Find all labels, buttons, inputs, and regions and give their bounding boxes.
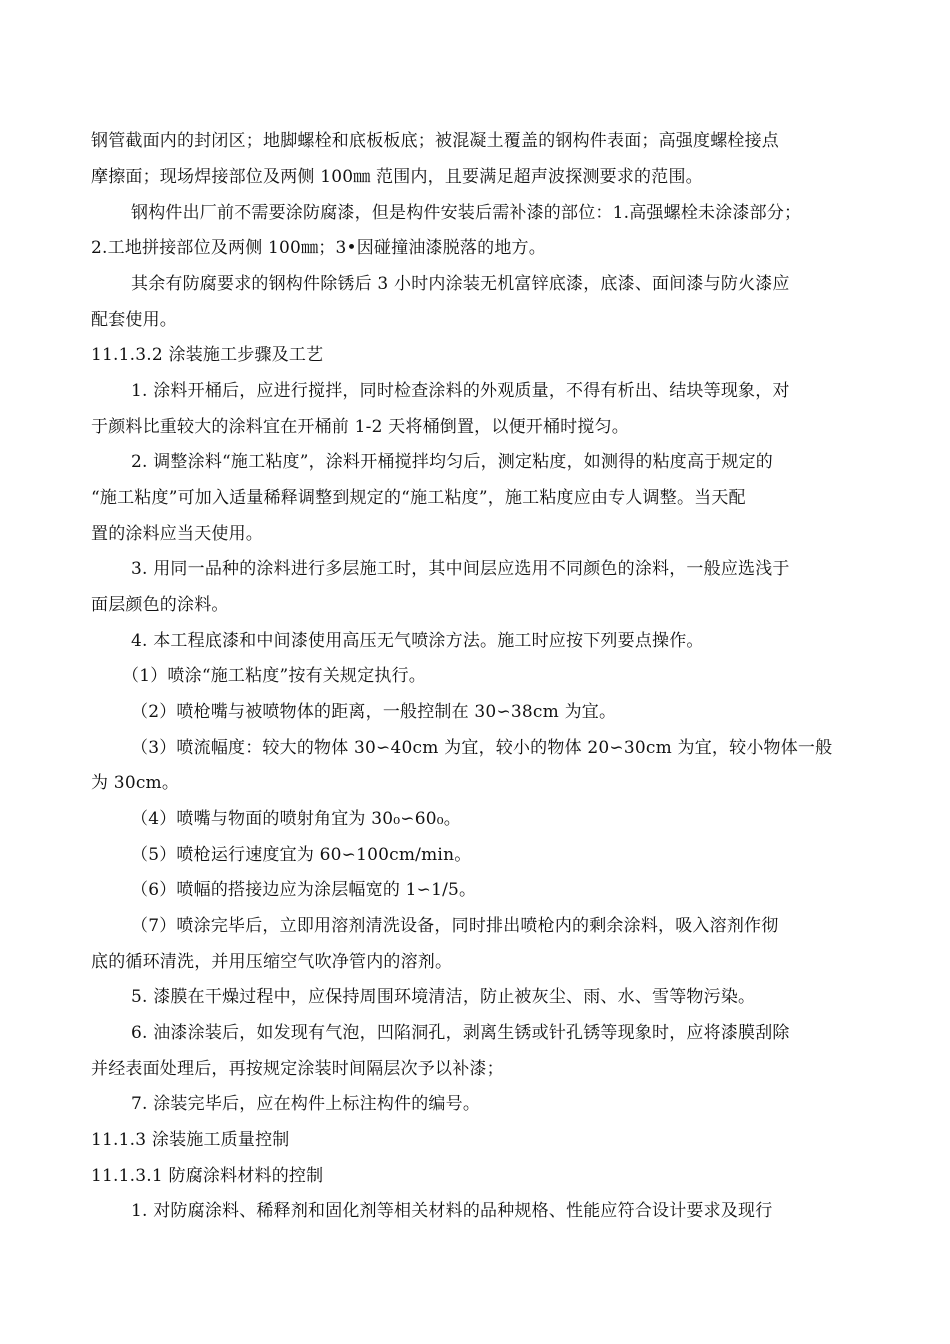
section-heading-11-1-3: 11.1.3 涂装施工质量控制 [91,1130,290,1150]
text-line-16: （1）喷涂“施工粘度”按有关规定执行。 [122,666,426,686]
text-line-27: 并经表面处理后，再按规定涂装时间隔层次予以补漆； [91,1059,504,1079]
text-line-4: 2.工地拼接部位及两侧 100㎜；3•因碰撞油漆脱落的地方。 [91,238,546,258]
text-line-31: 1. 对防腐涂料、稀释剂和固化剂等相关材料的品种规格、性能应符合设计要求及现行 [131,1201,773,1221]
text-line-11: “施工粘度”可加入适量稀释调整到规定的“施工粘度”，施工粘度应由专人调整。当天配 [91,488,746,508]
text-line-5: 其余有防腐要求的钢构件除锈后 3 小时内涂装无机富锌底漆，底漆、面间漆与防火漆应 [131,274,790,294]
text-line-23: （7）喷涂完毕后，立即用溶剂清洗设备，同时排出喷枪内的剩余涂料，吸入溶剂作彻 [131,916,779,936]
text-line-15: 4. 本工程底漆和中间漆使用高压无气喷涂方法。施工时应按下列要点操作。 [131,631,704,651]
text-line-24: 底的循环清洗，并用压缩空气吹净管内的溶剂。 [91,952,453,972]
text-line-8: 1. 涂料开桶后，应进行搅拌，同时检查涂料的外观质量，不得有析出、结块等现象，对 [131,381,790,401]
text-line-20: （4）喷嘴与物面的喷射角宜为 30₀∽60₀。 [131,809,461,829]
text-line-21: （5）喷枪运行速度宜为 60∽100cm/min。 [131,845,472,865]
text-line-19: 为 30cm。 [91,773,180,793]
section-heading-11-1-3-1: 11.1.3.1 防腐涂料材料的控制 [91,1166,324,1186]
text-line-25: 5. 漆膜在干燥过程中，应保持周围环境清洁，防止被灰尘、雨、水、雪等物污染。 [131,987,756,1007]
text-line-13: 3. 用同一品种的涂料进行多层施工时，其中间层应选用不同颜色的涂料，一般应选浅于 [131,559,790,579]
text-line-3: 钢构件出厂前不需要涂防腐漆，但是构件安装后需补漆的部位：1.高强螺栓未涂漆部分； [131,203,802,223]
text-line-2: 摩擦面；现场焊接部位及两侧 100㎜ 范围内，且要满足超声波探测要求的范围。 [91,167,703,187]
text-line-6: 配套使用。 [91,310,177,330]
text-line-14: 面层颜色的涂料。 [91,595,229,615]
text-line-17: （2）喷枪嘴与被喷物体的距离，一般控制在 30∽38cm 为宜。 [131,702,617,722]
text-line-1: 钢管截面内的封闭区；地脚螺栓和底板板底；被混凝土覆盖的钢构件表面；高强度螺栓接点 [91,131,779,151]
text-line-28: 7. 涂装完毕后，应在构件上标注构件的编号。 [131,1094,481,1114]
section-heading-11-1-3-2: 11.1.3.2 涂装施工步骤及工艺 [91,345,324,365]
text-line-12: 置的涂料应当天使用。 [91,524,263,544]
text-line-9: 于颜料比重较大的涂料宜在开桶前 1-2 天将桶倒置，以便开桶时搅匀。 [91,417,629,437]
text-line-22: （6）喷幅的搭接边应为涂层幅宽的 1∽1/5。 [131,880,477,900]
text-line-26: 6. 油漆涂装后，如发现有气泡，凹陷洞孔，剥离生锈或针孔锈等现象时，应将漆膜刮除 [131,1023,790,1043]
text-line-10: 2. 调整涂料“施工粘度”，涂料开桶搅拌均匀后，测定粘度，如测得的粘度高于规定的 [131,452,774,472]
text-line-18: （3）喷流幅度：较大的物体 30∽40cm 为宜，较小的物体 20∽30cm 为宜，较小物体一般 [131,738,833,758]
